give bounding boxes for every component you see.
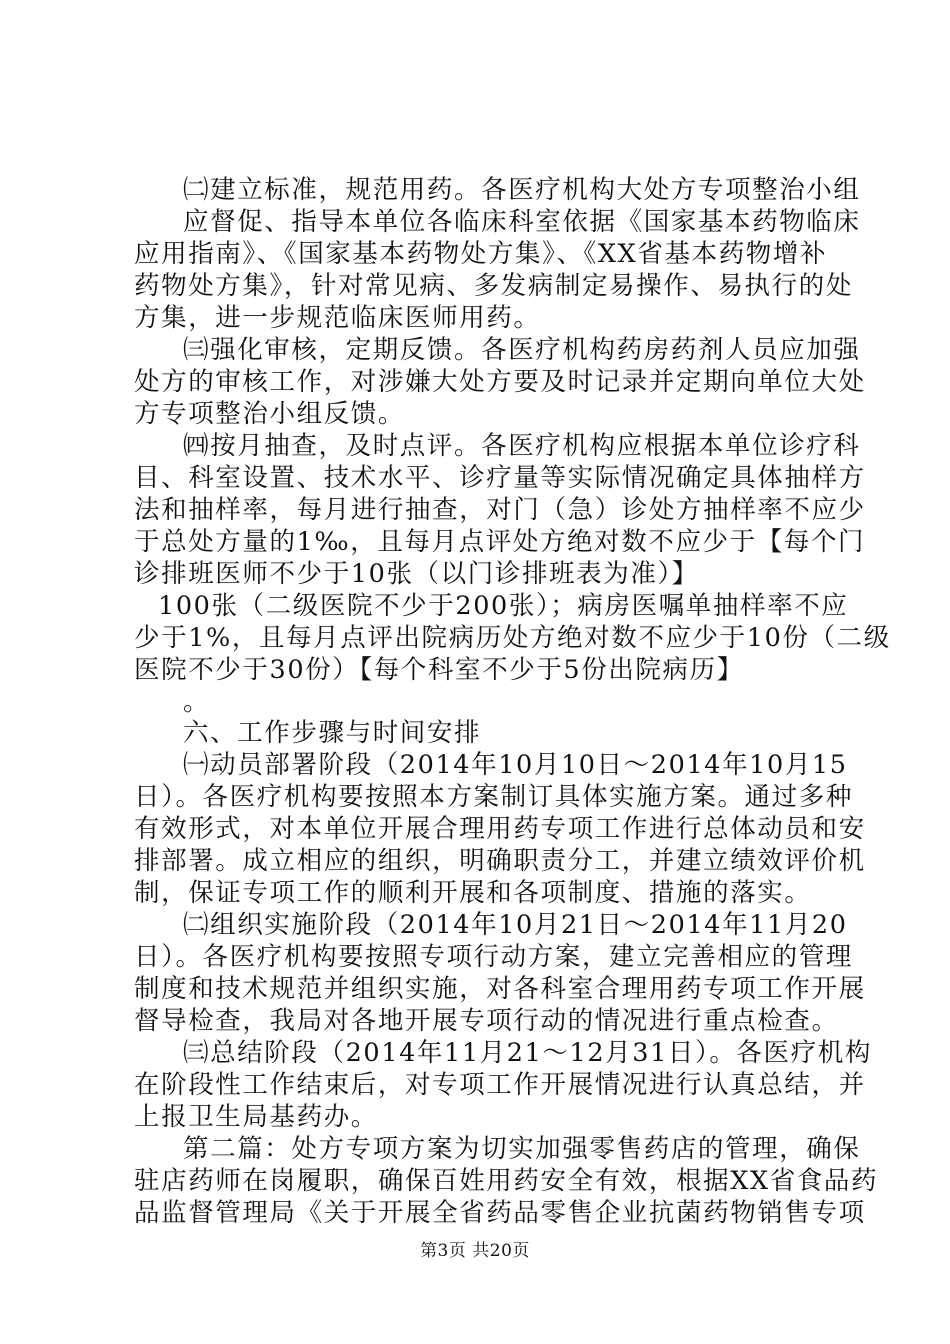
text-line: 。 xyxy=(183,686,211,717)
text-line: ㈢强化审核，定期反馈。各医疗机构药房药剂人员应加强 xyxy=(183,334,861,365)
text-line: ㈠动员部署阶段（2014年10月10日～2014年10月15 xyxy=(183,750,848,781)
text-line: 于总处方量的1‰，且每月点评处方绝对数不应少于【每个门 xyxy=(134,526,866,557)
text-line: ㈡建立标准，规范用药。各医疗机构大处方专项整治小组 xyxy=(183,175,861,205)
text-line: 品监督管理局《关于开展全省药品零售企业抗菌药物销售专项 xyxy=(134,1198,866,1229)
text-line: 排部署。成立相应的组织，明确职责分工，并建立绩效评价机 xyxy=(134,846,866,877)
text-line: ㈢总结阶段（2014年11月21～12月31日）。各医疗机构 xyxy=(183,1038,872,1069)
text-line: 医院不少于30份）【每个科室不少于5份出院病历】 xyxy=(134,654,744,685)
text-line: 日）。各医疗机构要按照专项行动方案，建立完善相应的管理 xyxy=(134,942,853,973)
text-line: 上报卫生局基药办。 xyxy=(134,1102,378,1133)
text-line: 在阶段性工作结束后，对专项工作开展情况进行认真总结，并 xyxy=(134,1070,866,1101)
text-line: 方专项整治小组反馈。 xyxy=(134,398,406,429)
text-line: 诊排班医师不少于10张（以门诊排班表为准）】 xyxy=(134,558,699,589)
text-line: 第二篇：处方专项方案为切实加强零售药店的管理，确保 xyxy=(183,1134,861,1165)
text-line: 制，保证专项工作的顺利开展和各项制度、措施的落实。 xyxy=(134,878,812,909)
text-line: 法和抽样率，每月进行抽查，对门（急）诊处方抽样率不应少 xyxy=(134,494,866,525)
text-line: 方集，进一步规范临床医师用药。 xyxy=(134,302,541,333)
text-line: 少于1%，且每月点评出院病历处方绝对数不应少于10份（二级 xyxy=(134,622,891,653)
text-line: 驻店药师在岗履职，确保百姓用药安全有效，根据XX省食品药 xyxy=(134,1166,879,1197)
page-footer: 第3页 共20页 xyxy=(420,1241,530,1261)
section-heading: 六、工作步骤与时间安排 xyxy=(183,718,482,749)
text-line: 药物处方集》，针对常见病、多发病制定易操作、易执行的处 xyxy=(134,270,853,301)
text-line: 100张（二级医院不少于200张）；病房医嘱单抽样率不应 xyxy=(158,590,849,621)
text-line: 处方的审核工作，对涉嫌大处方要及时记录并定期向单位大处 xyxy=(134,366,866,397)
text-line: ㈡组织实施阶段（2014年10月21日～2014年11月20 xyxy=(183,910,848,941)
text-line: 督导检查，我局对各地开展专项行动的情况进行重点检查。 xyxy=(134,1006,839,1037)
text-line: ㈣按月抽查，及时点评。各医疗机构应根据本单位诊疗科 xyxy=(183,430,861,461)
text-line: 制度和技术规范并组织实施，对各科室合理用药专项工作开展 xyxy=(134,974,866,1005)
text-line: 日）。各医疗机构要按照本方案制订具体实施方案。通过多种 xyxy=(134,782,853,813)
text-line: 目、科室设置、技术水平、诊疗量等实际情况确定具体抽样方 xyxy=(134,462,866,493)
text-line: 有效形式，对本单位开展合理用药专项工作进行总体动员和安 xyxy=(134,814,866,845)
text-line: 应督促、指导本单位各临床科室依据《国家基本药物临床 xyxy=(183,206,861,237)
text-line: 应用指南》、《国家基本药物处方集》、《XX省基本药物增补 xyxy=(134,238,828,269)
